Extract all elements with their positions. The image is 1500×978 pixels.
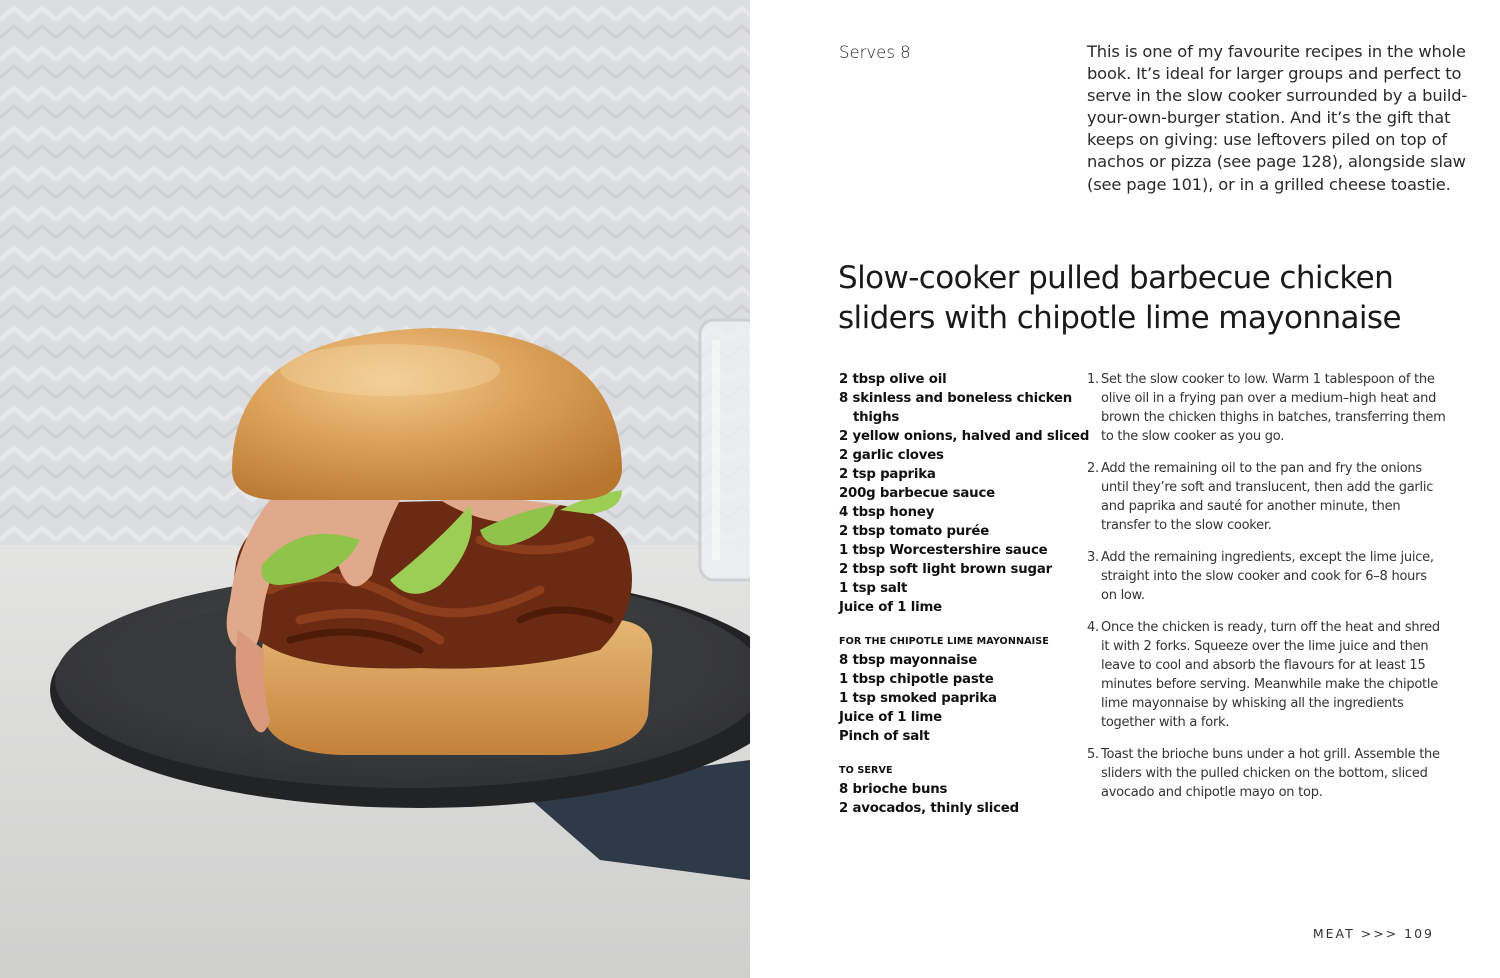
title-line: sliders with chipotle lime mayonnaise (838, 299, 1401, 336)
method-step (1087, 548, 1437, 605)
step-text-line: until they’re soft and translucent, then add the garlic (1101, 480, 1434, 495)
intro-line: nachos or pizza (see page 128), alongside slaw (1087, 152, 1466, 172)
ingredient-item-continued: thighs (853, 410, 900, 425)
main-ingredients (839, 370, 1090, 617)
recipe-introduction (1087, 41, 1468, 196)
ingredient-item: 1 tsp smoked paprika (839, 691, 997, 706)
intro-line: (see page 101), or in a grilled cheese toastie. (1087, 174, 1451, 194)
step-text-line: Add the remaining ingredients, except the lime juice, (1101, 550, 1434, 565)
intro-line: serve in the slow cooker surrounded by a build- (1087, 86, 1468, 106)
ingredient-item: 2 tsp paprika (839, 467, 936, 482)
ingredients-list (839, 370, 1090, 818)
step-text-line: leave to cool and absorb the flavours for at least 15 (1101, 658, 1426, 673)
page-number: 109 (1404, 926, 1434, 941)
glass-jar (700, 320, 750, 580)
serves-count: Serves 8 (839, 43, 911, 62)
ingredient-item: Pinch of salt (839, 729, 930, 744)
step-text-line: Toast the brioche buns under a hot grill. Assemble the (1101, 747, 1440, 762)
step-text-line: and paprika and sauté for another minute, then (1101, 499, 1401, 514)
ingredient-item: 2 yellow onions, halved and sliced (839, 429, 1090, 444)
section-name: MEAT (1312, 926, 1355, 941)
ingredient-item: 2 tbsp tomato purée (839, 524, 990, 539)
serve-ingredients (839, 780, 1074, 818)
ingredient-item: 2 tbsp soft light brown sugar (839, 562, 1052, 577)
method-step (1087, 618, 1440, 732)
ingredient-item: 1 tbsp Worcestershire sauce (839, 543, 1048, 558)
step-text-line: to the slow cooker as you go. (1101, 429, 1285, 444)
serve-section-heading: TO SERVE (839, 765, 893, 776)
footer-separator: >>> (1360, 926, 1399, 941)
method-step (1087, 459, 1437, 535)
step-number: 1. (1087, 372, 1099, 387)
step-text-line: lime mayonnaise by whisking all the ingredients (1101, 696, 1404, 711)
method-step (1087, 745, 1440, 802)
ingredient-item: 8 brioche buns (839, 782, 948, 797)
method-steps (1087, 370, 1446, 815)
step-number: 2. (1087, 461, 1099, 476)
ingredient-item: 200g barbecue sauce (839, 486, 995, 501)
ingredient-item: 2 avocados, thinly sliced (839, 801, 1019, 816)
step-text-line: sliders with the pulled chicken on the bottom, sliced (1101, 766, 1428, 781)
step-text-line: Once the chicken is ready, turn off the heat and shred (1101, 620, 1440, 635)
ingredient-item: 1 tbsp chipotle paste (839, 672, 994, 687)
step-text-line: brown the chicken thighs in batches, transferring them (1101, 410, 1446, 425)
step-text-line: Add the remaining oil to the pan and fry the onions (1101, 461, 1422, 476)
title-line: Slow-cooker pulled barbecue chicken (838, 260, 1394, 296)
mayo-section-heading: FOR THE CHIPOTLE LIME MAYONNAISE (839, 636, 1049, 647)
ingredient-item: 2 tbsp olive oil (839, 372, 947, 387)
intro-line: book. It’s ideal for larger groups and perfect to (1087, 64, 1462, 84)
step-text-line: it with 2 forks. Squeeze over the lime juice and then (1101, 639, 1429, 654)
intro-line: your-own-burger station. And it’s the gift that (1087, 108, 1451, 128)
step-text-line: straight into the slow cooker and cook for 6–8 hours (1101, 569, 1427, 584)
step-text-line: Set the slow cooker to low. Warm 1 tablespoon of the (1101, 372, 1435, 387)
step-text-line: minutes before serving. Meanwhile make the chipotle (1101, 677, 1438, 692)
ingredient-item: 8 skinless and boneless chicken (839, 391, 1073, 406)
step-text-line: transfer to the slow cooker. (1101, 518, 1272, 533)
method-step (1087, 370, 1446, 446)
mayo-ingredients (839, 651, 1074, 746)
ingredient-item: 4 tbsp honey (839, 505, 935, 520)
step-number: 3. (1087, 550, 1099, 565)
ingredient-item: 8 tbsp mayonnaise (839, 653, 978, 668)
ingredient-item: 2 garlic cloves (839, 448, 944, 463)
step-text-line: avocado and chipotle mayo on top. (1101, 785, 1323, 800)
page-footer (1313, 926, 1434, 941)
ingredient-item: Juice of 1 lime (839, 710, 942, 725)
ingredient-item: 1 tsp salt (839, 581, 908, 596)
step-number: 5. (1087, 747, 1099, 762)
intro-line: keeps on giving: use leftovers piled on top of (1087, 130, 1448, 150)
step-text-line: olive oil in a frying pan over a medium–high heat and (1101, 391, 1437, 406)
recipe-title (838, 259, 1438, 338)
intro-line: This is one of my favourite recipes in the whole (1087, 42, 1466, 61)
ingredient-item: Juice of 1 lime (839, 600, 942, 615)
step-text-line: on low. (1101, 588, 1145, 603)
step-text-line: together with a fork. (1101, 715, 1230, 730)
step-number: 4. (1087, 620, 1099, 635)
